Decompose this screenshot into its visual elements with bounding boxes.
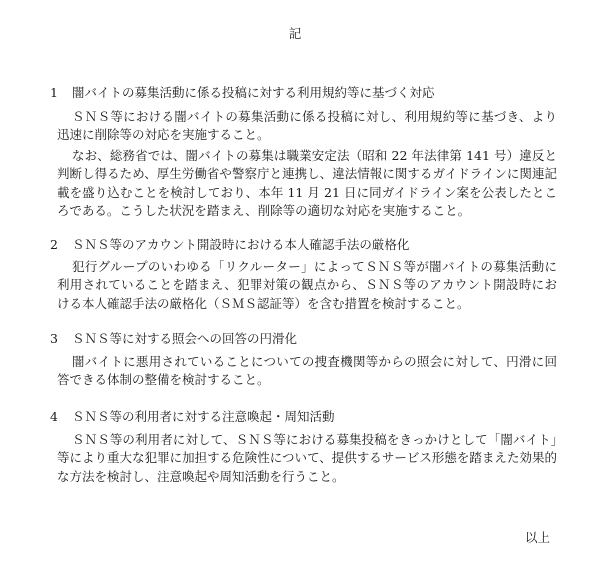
section-1-heading	[50, 84, 435, 102]
section-2-heading	[50, 236, 409, 254]
section-2-title: ＳＮＳ等のアカウント開設時における本人確認手法の厳格化	[72, 237, 410, 252]
section-4-number: 4	[50, 409, 58, 424]
section-3-number: 3	[50, 331, 58, 346]
closing-text: 以上	[524, 530, 550, 545]
section-1-number: 1	[50, 85, 58, 100]
section-3-paragraph-1: 闇バイトに悪用されていることについての捜査機関等からの照会に対して、円滑に回答できる体制の整備を検討すること。	[57, 354, 557, 388]
section-4-heading	[50, 408, 335, 426]
section-3-heading	[50, 330, 297, 348]
section-2-paragraph-1: 犯行グループのいわゆる「リクルーター」によってＳＮＳ等が闇バイトの募集活動に利用されていることを踏まえ、犯罪対策の観点から、ＳＮＳ等のアカウント開設時における本人確認手法の厳格化（ＳＭＳ認証等）を含む措置を検討すること。	[57, 259, 557, 311]
section-4-title: ＳＮＳ等の利用者に対する注意喚起・周知活動	[72, 409, 335, 424]
section-2-number: 2	[50, 237, 58, 252]
ki-heading: 記	[288, 26, 302, 41]
section-3-title: ＳＮＳ等に対する照会への回答の円滑化	[72, 331, 298, 346]
section-1-title: 闇バイトの募集活動に係る投稿に対する利用規約等に基づく対応	[72, 85, 435, 100]
section-1-paragraph-1: ＳＮＳ等における闇バイトの募集活動に係る投稿に対し、利用規約等に基づき、より迅速に削除等の対応を実施すること。	[57, 109, 557, 143]
section-1-paragraph-2: なお、総務省では、闇バイトの募集は職業安定法（昭和 22 年法律第 141 号）違反と判断し得るため、厚生労働省や警察庁と連携し、違法情報に関するガイドラインに関連記載を盛り込むことを検討しており、本年 11 月 21 日に同ガイドライン案を公表したところである。こうした状況を踏まえ、削除等の適切な対応を実施すること。	[57, 148, 557, 218]
section-4-paragraph-1: ＳＮＳ等の利用者に対して、ＳＮＳ等における募集投稿をきっかけとして「闇バイト」等により重大な犯罪に加担する危険性について、提供するサービス形態を踏まえた効果的な方法を検討し、注意喚起や周知活動を行うこと。	[57, 432, 557, 484]
